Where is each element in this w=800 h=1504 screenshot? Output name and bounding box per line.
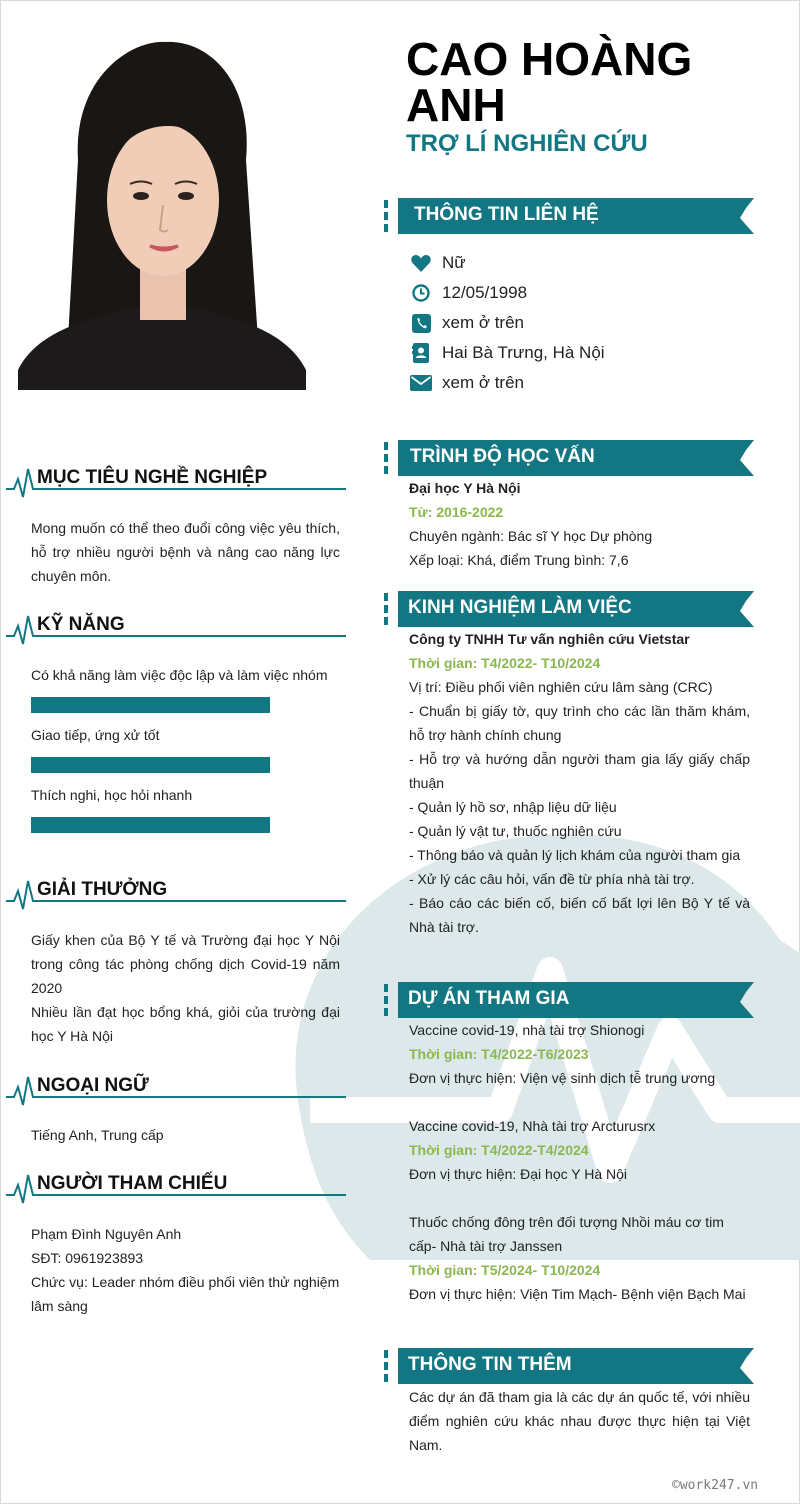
more-info-block bbox=[409, 1385, 750, 1457]
experience-task: - Báo cáo các biến cố, biến cố bất lợi lên Bộ Y tế và Nhà tài trợ. bbox=[409, 895, 750, 935]
project-period: Thời gian: T4/2022-T6/2023 bbox=[409, 1046, 589, 1062]
education-school: Đại học Y Hà Nội bbox=[409, 480, 521, 496]
section-header-objective bbox=[6, 455, 346, 499]
contact-card-icon bbox=[410, 342, 432, 364]
skill-name: Có khả năng làm việc độc lập và làm việc nhóm bbox=[31, 667, 328, 683]
experience-task: - Quản lý vật tư, thuốc nghiên cứu bbox=[409, 823, 622, 839]
contact-email bbox=[410, 371, 524, 395]
clock-icon bbox=[410, 282, 432, 304]
education-block bbox=[409, 476, 750, 572]
objective-text: Mong muốn có thể theo đuổi công việc yêu thích, hỗ trợ nhiều người bệnh và nâng cao năng lực chuyên môn. bbox=[31, 520, 340, 584]
contact-address-value: Hai Bà Trưng, Hà Nội bbox=[442, 343, 605, 362]
section-header-experience bbox=[384, 591, 754, 627]
project-item bbox=[409, 1018, 750, 1090]
section-header-contact bbox=[384, 198, 754, 234]
experience-company: Công ty TNHH Tư vấn nghiên cứu Vietstar bbox=[409, 631, 690, 647]
section-title-projects: DỰ ÁN THAM GIA bbox=[408, 988, 570, 1009]
project-unit: Đơn vị thực hiện: Viện Tim Mạch- Bệnh viện Bạch Mai bbox=[409, 1286, 746, 1302]
contact-address bbox=[410, 341, 605, 365]
section-header-languages bbox=[6, 1063, 346, 1107]
section-header-more bbox=[384, 1348, 754, 1384]
contact-gender-value: Nữ bbox=[442, 253, 466, 272]
languages-block bbox=[31, 1123, 340, 1147]
awards-block bbox=[31, 928, 340, 1048]
candidate-name bbox=[406, 33, 786, 131]
project-period: Thời gian: T5/2024- T10/2024 bbox=[409, 1262, 601, 1278]
skill-level-bar bbox=[31, 757, 270, 773]
contact-gender bbox=[410, 251, 466, 275]
contact-dob-value: 12/05/1998 bbox=[442, 283, 528, 302]
section-header-projects bbox=[384, 982, 754, 1018]
references-block bbox=[31, 1222, 340, 1318]
profile-photo bbox=[18, 40, 306, 390]
mail-icon bbox=[410, 372, 432, 394]
heart-icon bbox=[410, 252, 432, 274]
project-period: Thời gian: T4/2022-T4/2024 bbox=[409, 1142, 589, 1158]
section-title-skills: KỸ NĂNG bbox=[37, 614, 125, 635]
project-item bbox=[409, 1114, 750, 1186]
experience-task: - Thông báo và quản lý lịch khám của người tham gia bbox=[409, 847, 741, 863]
experience-period: Thời gian: T4/2022- T10/2024 bbox=[409, 655, 601, 671]
experience-task: - Chuẩn bị giấy tờ, quy trình cho các lần thăm khám, hỗ trợ hành chính chung bbox=[409, 703, 750, 743]
section-title-languages: NGOẠI NGỮ bbox=[37, 1075, 149, 1096]
language-item: Tiếng Anh, Trung cấp bbox=[31, 1127, 164, 1143]
skill-level-bar bbox=[31, 697, 270, 713]
contact-email-value: xem ở trên bbox=[442, 373, 525, 392]
section-title-education: TRÌNH ĐỘ HỌC VẤN bbox=[410, 446, 595, 467]
project-name: Vaccine covid-19, nhà tài trợ Shionogi bbox=[409, 1022, 645, 1038]
experience-block bbox=[409, 627, 750, 939]
project-item bbox=[409, 1210, 750, 1306]
section-title-objective: MỤC TIÊU NGHỀ NGHIỆP bbox=[37, 467, 268, 488]
education-period: Từ: 2016-2022 bbox=[409, 504, 504, 520]
project-name: Thuốc chống đông trên đối tượng Nhồi máu cơ tim cấp- Nhà tài trợ Janssen bbox=[409, 1214, 724, 1254]
project-unit: Đơn vị thực hiện: Đại học Y Hà Nội bbox=[409, 1166, 628, 1182]
reference-name: Phạm Đình Nguyên Anh bbox=[31, 1226, 182, 1242]
section-title-contact: THÔNG TIN LIÊN HỆ bbox=[414, 204, 599, 225]
experience-position: Vị trí: Điều phối viên nghiên cứu lâm sàng (CRC) bbox=[409, 679, 713, 695]
section-title-awards: GIẢI THƯỞNG bbox=[37, 879, 168, 900]
section-header-skills bbox=[6, 602, 346, 646]
section-header-awards bbox=[6, 867, 346, 911]
education-major: Chuyên ngành: Bác sĩ Y học Dự phòng bbox=[409, 528, 653, 544]
skill-name: Thích nghi, học hỏi nhanh bbox=[31, 787, 193, 803]
contact-phone-value: xem ở trên bbox=[442, 313, 525, 332]
education-grade: Xếp loại: Khá, điểm Trung bình: 7,6 bbox=[409, 552, 629, 568]
section-title-references: NGƯỜI THAM CHIẾU bbox=[37, 1173, 228, 1194]
candidate-role: TRỢ LÍ NGHIÊN CỨU bbox=[406, 130, 648, 157]
section-title-more: THÔNG TIN THÊM bbox=[408, 1354, 572, 1375]
reference-phone: SĐT: 0961923893 bbox=[31, 1250, 144, 1266]
reference-position: Chức vụ: Leader nhóm điều phối viên thử nghiệm lâm sàng bbox=[31, 1274, 340, 1314]
skill-name: Giao tiếp, ứng xử tốt bbox=[31, 727, 160, 743]
more-info-text: Các dự án đã tham gia là các dự án quốc tế, với nhiều điểm nghiên cứu khác nhau được thực hiện tại Việt Nam. bbox=[409, 1389, 750, 1453]
contact-phone bbox=[410, 311, 524, 335]
project-unit: Đơn vị thực hiện: Viện vệ sinh dịch tễ trung ương bbox=[409, 1070, 716, 1086]
project-name: Vaccine covid-19, Nhà tài trợ Arcturusrx bbox=[409, 1118, 656, 1134]
footer-watermark: ©work247.vn bbox=[672, 1478, 759, 1493]
phone-icon bbox=[410, 312, 432, 334]
contact-dob bbox=[410, 281, 527, 305]
experience-task: - Hỗ trợ và hướng dẫn người tham gia lấy giấy chấp thuận bbox=[409, 751, 750, 791]
objective-block bbox=[31, 516, 340, 588]
award-item: Nhiều lần đạt học bổng khá, giỏi của trường đại học Y Hà Nội bbox=[31, 1004, 340, 1044]
experience-task: - Quản lý hồ sơ, nhập liệu dữ liệu bbox=[409, 799, 617, 815]
award-item: Giấy khen của Bộ Y tế và Trường đại học Y Nội trong công tác phòng chống dịch Covid-19 năm 2020 bbox=[31, 932, 340, 996]
candidate-name-line-1: CAO HOÀNG bbox=[406, 33, 693, 85]
section-header-references bbox=[6, 1161, 346, 1205]
section-header-education bbox=[384, 440, 754, 476]
section-title-experience: KINH NGHIỆM LÀM VIỆC bbox=[408, 597, 632, 618]
experience-task: - Xử lý các câu hỏi, vấn đề từ phía nhà tài trợ. bbox=[409, 871, 695, 887]
candidate-name-line-2: ANH bbox=[406, 79, 506, 131]
skill-level-bar bbox=[31, 817, 270, 833]
